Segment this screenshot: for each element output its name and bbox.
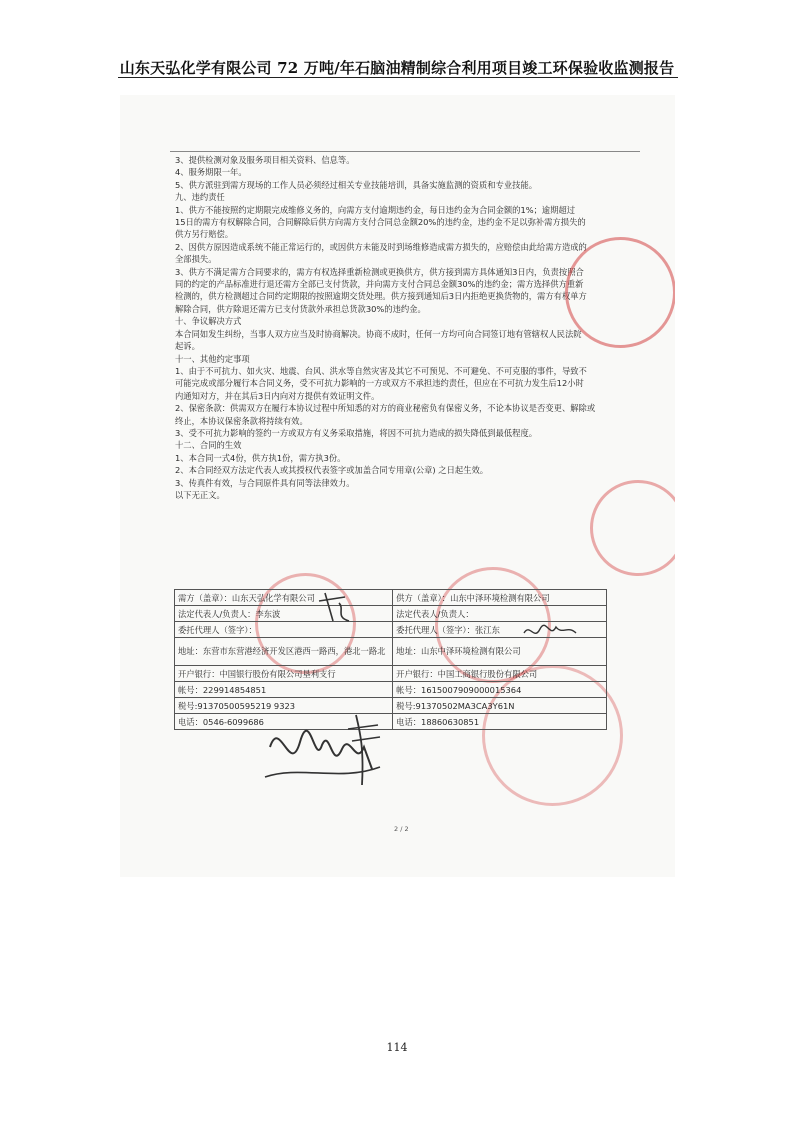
contract-line: 终止，本协议保密条款将持续有效。 (175, 415, 308, 426)
handwritten-signature-supplier-rep (520, 621, 580, 643)
contract-line: 十二、合同的生效 (175, 440, 242, 451)
supplier-cell: 地址：山东中泽环境检测有限公司 (393, 638, 607, 666)
handwritten-signature (260, 707, 400, 792)
page-number: 114 (386, 1041, 408, 1054)
scanned-contract-page (120, 95, 675, 877)
buyer-cell: 法定代表人/负责人：李东波 (175, 606, 393, 622)
scan-top-rule (170, 151, 640, 152)
contract-line: 起诉。 (175, 341, 200, 352)
buyer-cell: 电话：0546-6099686 (175, 714, 393, 730)
contract-line: 3、受不可抗力影响的签约一方或双方有义务采取措施，将因不可抗力造成的损失降低到最低程度。 (175, 427, 538, 438)
contract-line: 5、供方派驻到需方现场的工作人员必须经过相关专业技能培训，具备实施监测的资质和专业技能。 (175, 179, 538, 190)
signature-row (175, 682, 607, 698)
report-title: 山东天弘化学有限公司 72 万吨/年石脑油精制综合利用项目竣工环保验收监测报告 (119, 59, 675, 77)
contract-line: 2、本合同经双方法定代表人或其授权代表签字或加盖合同专用章(公章) 之日起生效。 (175, 465, 489, 476)
contract-line: 2、保密条款：供需双方在履行本协议过程中所知悉的对方的商业秘密负有保密义务，不论本协议是否变更、解除或 (175, 403, 596, 414)
supplier-cell: 帐号：1615007909000015364 (393, 682, 607, 698)
contract-line: 15日的需方有权解除合同，合同解除后供方向需方支付合同总金额20%的违约金，违约金不足以弥补需方损失的 (175, 217, 586, 228)
supplier-cell: 开户银行：中国工商银行股份有限公司 (393, 666, 607, 682)
supplier-cell: 电话：18860630851 (393, 714, 607, 730)
contract-line: 解除合同，供方除退还需方已支付货款外承担总货款30%的违约金。 (175, 303, 426, 314)
contract-line: 十、争议解决方式 (175, 316, 242, 327)
contract-line: 可能完成或部分履行本合同义务，受不可抗力影响的一方或双方不承担违约责任，但应在不可抗力发生后12小时 (175, 378, 584, 389)
handwritten-signature-buyer-rep (315, 591, 355, 627)
contract-line: 1、由于不可抗力、如火灾、地震、台风、洪水等自然灾害及其它不可预见、不可避免、不可克服的事件，导致不 (175, 365, 587, 376)
contract-body (175, 154, 645, 501)
supplier-cell: 供方（盖章）：山东中泽环境检测有限公司 (393, 590, 607, 606)
contract-line: 1、供方不能按照约定期限完成维修义务的，向需方支付逾期违约金，每日违约金为合同金额的1%；逾期超过 (175, 204, 576, 215)
signature-row (175, 590, 607, 606)
contract-line: 2、因供方原因造成系统不能正常运行的，或因供方未能及时到场维修造成需方损失的，应赔偿由此给需方造成的 (175, 241, 587, 252)
supplier-cell: 委托代理人（签字）：张江东 (393, 622, 607, 638)
buyer-cell: 帐号：229914854851 (175, 682, 393, 698)
header-rule (118, 77, 678, 78)
buyer-cell: 地址：东营市东营港经济开发区港西一路西，港北一路北 (175, 638, 393, 666)
contract-line: 3、传真件有效，与合同原件具有同等法律效力。 (175, 477, 355, 488)
contract-line: 全部损失。 (175, 254, 217, 265)
contract-line: 内通知对方，并在其后3日内向对方提供有效证明文件。 (175, 390, 380, 401)
buyer-cell: 开户银行：中国银行股份有限公司垦利支行 (175, 666, 393, 682)
contract-line: 3、供方不满足需方合同要求的，需方有权选择重新检测或更换供方，供方接到需方具体通知3日内，负责按照合 (175, 266, 584, 277)
supplier-seal-far-right (590, 480, 675, 576)
supplier-seal-right (565, 237, 675, 348)
contract-line: 九、违约责任 (175, 192, 225, 203)
contract-line: 3、提供检测对象及服务项目相关资料、信息等。 (175, 155, 355, 165)
contract-line: 1、本合同一式4份，供方执1份，需方执3份。 (175, 452, 346, 463)
contract-line: 本合同如发生纠纷，当事人双方应当及时协商解决。协商不成时，任何一方均可向合同签订地有管辖权人民法院 (175, 328, 582, 339)
contract-line: 同的约定的产品标准进行退还需方全部已支付货款，并向需方支付合同总金额30%的违约金；需方选择供方重新 (175, 279, 584, 290)
contract-line: 以下无正文。 (175, 489, 225, 500)
contract-line: 检测的，供方检测超过合同约定期限的按照逾期交货处理。供方接到通知后3日内拒绝更换货物的，需方有权单方 (175, 291, 587, 302)
supplier-cell: 法定代表人/负责人： (393, 606, 607, 622)
supplier-cell: 税号:91370502MA3CA3Y61N (393, 698, 607, 714)
buyer-cell: 税号:91370500595219 9323 (175, 698, 393, 714)
scan-page-indicator: 2 / 2 (394, 825, 409, 833)
contract-line: 4、服务期限一年。 (175, 167, 247, 178)
signature-row (175, 666, 607, 682)
signature-row (175, 606, 607, 622)
buyer-cell: 需方（盖章）：山东天弘化学有限公司 (175, 590, 393, 606)
contract-line: 十一、其他约定事项 (175, 353, 250, 364)
buyer-cell: 委托代理人（签字）： (175, 622, 393, 638)
contract-line: 供方另行赔偿。 (175, 229, 234, 240)
